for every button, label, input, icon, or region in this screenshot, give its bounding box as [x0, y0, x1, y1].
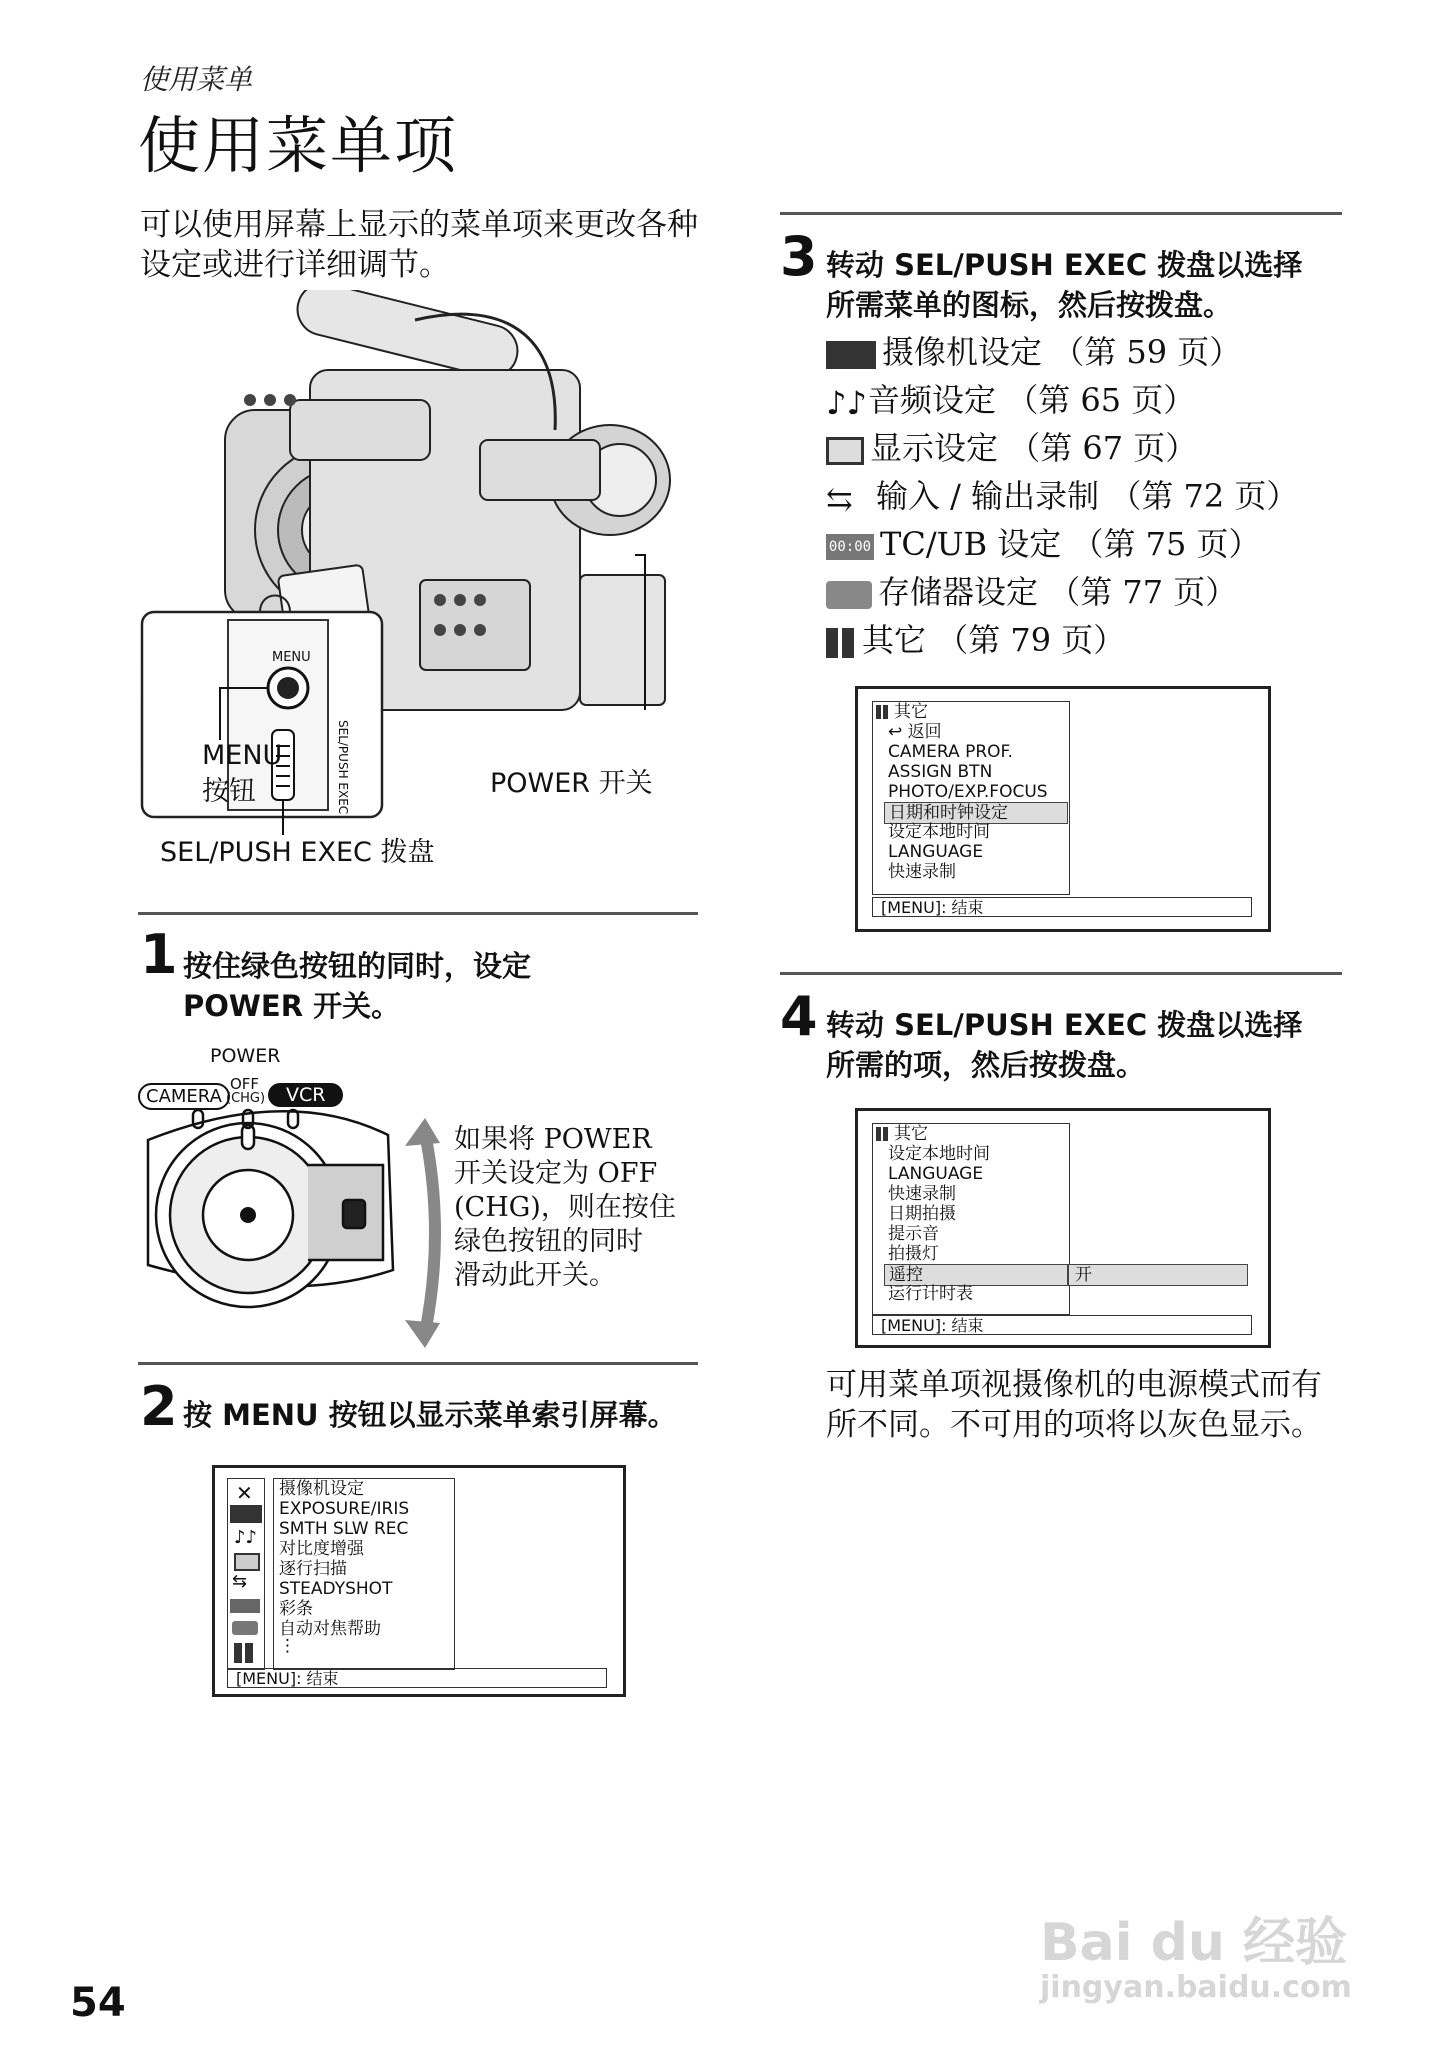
menu-item[interactable]: 设定本地时间 [888, 1144, 990, 1164]
chg-label: (CHG) [226, 1091, 266, 1106]
camera-mode-badge: CAMERA [138, 1083, 230, 1110]
audio-settings-icon: ♪♪ [234, 1527, 257, 1548]
menu-row-display: 显示设定 （第 67 页） [826, 428, 1197, 468]
page-number: 54 [70, 1980, 126, 2026]
menu-item[interactable]: LANGUAGE [888, 1164, 984, 1184]
menu-item[interactable]: 日期拍摄 [888, 1204, 956, 1224]
step2-rule [138, 1362, 698, 1365]
step1-number: 1 [140, 923, 178, 986]
display-settings-icon [234, 1553, 260, 1571]
camera-figure [140, 290, 700, 880]
menu-item[interactable]: EXPOSURE/IRIS [279, 1499, 410, 1519]
others-menu-screen [855, 686, 1271, 932]
power-switch-label: POWER 开关 [490, 768, 653, 799]
menu-header: 摄像机设定 [279, 1479, 364, 1499]
menu-row-memory: 存储器设定 （第 77 页） [826, 572, 1237, 612]
close-icon: ✕ [236, 1481, 253, 1505]
menu-item[interactable]: 对比度增强 [279, 1539, 364, 1559]
menu-row-audio: ♪♪音频设定 （第 65 页） [826, 381, 1196, 422]
tc-ub-icon [230, 1599, 260, 1613]
menu-footer: [MENU]: 结束 [872, 1315, 1252, 1335]
step1-rule [138, 912, 698, 915]
watermark-url: jingyan.baidu.com [1040, 1970, 1352, 2005]
menu-header: 其它 [876, 702, 928, 722]
step4-note: 可用菜单项视摄像机的电源模式而有所不同。不可用的项将以灰色显示。 [826, 1367, 1322, 1443]
more-indicator: ⋮ [279, 1636, 296, 1656]
menu-item[interactable]: 拍摄灯 [888, 1244, 939, 1264]
menu-footer: [MENU]: 结束 [872, 897, 1252, 917]
watermark-brand: Bai du 经验 [1040, 1913, 1347, 1973]
menu-header: 其它 [876, 1124, 928, 1144]
menu-item[interactable]: 自动对焦帮助 [279, 1619, 381, 1639]
others-icon [876, 705, 890, 719]
menu-footer: [MENU]: 结束 [227, 1668, 607, 1688]
memory-settings-icon [232, 1621, 258, 1635]
menu-small-label: MENU [272, 650, 311, 665]
menu-row-tcub: 00:00 TC/UB 设定 （第 75 页） [826, 524, 1261, 564]
page-title: 使用菜单项 [138, 109, 459, 182]
menu-item[interactable]: 快速录制 [888, 1184, 956, 1204]
others-item-screen [855, 1108, 1271, 1348]
menu-item-value[interactable]: 开 [1068, 1264, 1248, 1286]
menu-item[interactable]: PHOTO/EXP.FOCUS [888, 782, 1048, 802]
step1-text: 按住绿色按钮的同时，设定 POWER 开关。 [183, 949, 532, 1023]
in-out-rec-icon: ⇆ [826, 479, 853, 518]
step3-rule [780, 212, 1342, 215]
slide-arrow-icon [395, 1118, 445, 1348]
audio-settings-icon: ♪♪ [826, 383, 867, 422]
menu-item[interactable]: 运行计时表 [888, 1284, 973, 1304]
menu-item[interactable]: 逐行扫描 [279, 1559, 347, 1579]
memory-settings-icon [826, 581, 872, 609]
power-switch-figure [138, 1045, 438, 1335]
off-label: OFF [230, 1075, 260, 1093]
step1-note: 如果将 POWER 开关设定为 OFF (CHG)，则在按住 绿色按钮的同时 滑动此开关。 [454, 1124, 676, 1291]
others-icon [876, 1127, 890, 1141]
others-icon [826, 628, 856, 658]
icon-column [227, 1478, 265, 1670]
menu-icon-list [826, 332, 1346, 672]
step3-number: 3 [780, 225, 818, 288]
menu-item[interactable]: ASSIGN BTN [888, 762, 993, 782]
step4-text: 转动 SEL/PUSH EXEC 拨盘以选择 所需的项，然后按拨盘。 [826, 1008, 1303, 1082]
menu-row-inout: ⇆ 输入 / 输出录制 （第 72 页） [826, 477, 1299, 518]
step4-rule [780, 972, 1342, 975]
menu-item[interactable]: 设定本地时间 [888, 822, 990, 842]
menu-item[interactable]: CAMERA PROF. [888, 742, 1013, 762]
menu-item-selected[interactable]: 日期和时钟设定 [884, 802, 1068, 824]
menu-item[interactable]: SMTH SLW REC [279, 1519, 409, 1539]
in-out-rec-icon: ⇆ [232, 1571, 248, 1592]
menu-index-screen [212, 1465, 626, 1697]
camera-settings-icon [230, 1505, 262, 1523]
tc-ub-icon: 00:00 [826, 534, 874, 560]
menu-row-others: 其它 （第 79 页） [826, 620, 1125, 660]
step3-text: 转动 SEL/PUSH EXEC 拨盘以选择 所需菜单的图标，然后按拨盘。 [826, 248, 1303, 322]
vcr-mode-badge: VCR [268, 1083, 343, 1107]
step2-number: 2 [140, 1375, 178, 1438]
section-kicker: 使用菜单 [140, 63, 253, 96]
power-label: POWER [210, 1045, 281, 1067]
menu-item[interactable]: LANGUAGE [888, 842, 984, 862]
step2-text: 按 MENU 按钮以显示菜单索引屏幕。 [183, 1398, 677, 1432]
step4-number: 4 [780, 985, 818, 1048]
menu-item[interactable]: STEADYSHOT [279, 1579, 393, 1599]
menu-item[interactable]: 提示音 [888, 1224, 939, 1244]
sel-dial-label: SEL/PUSH EXEC 拨盘 [160, 837, 435, 868]
menu-item-back[interactable]: ↩ 返回 [888, 722, 942, 742]
menu-item[interactable]: 快速录制 [888, 862, 956, 882]
menu-item[interactable]: 彩条 [279, 1599, 313, 1619]
display-settings-icon [826, 437, 864, 465]
others-icon [234, 1643, 254, 1663]
menu-button-label: MENU 按钮 [202, 740, 283, 807]
camera-settings-icon [826, 341, 876, 369]
menu-row-camera: 摄像机设定 （第 59 页） [826, 332, 1241, 372]
menu-item-selected[interactable]: 遥控 [884, 1264, 1068, 1286]
intro-text: 可以使用屏幕上显示的菜单项来更改各种设定或进行详细调节。 [140, 207, 698, 283]
dial-small-label: SEL/PUSH EXEC [336, 720, 350, 815]
